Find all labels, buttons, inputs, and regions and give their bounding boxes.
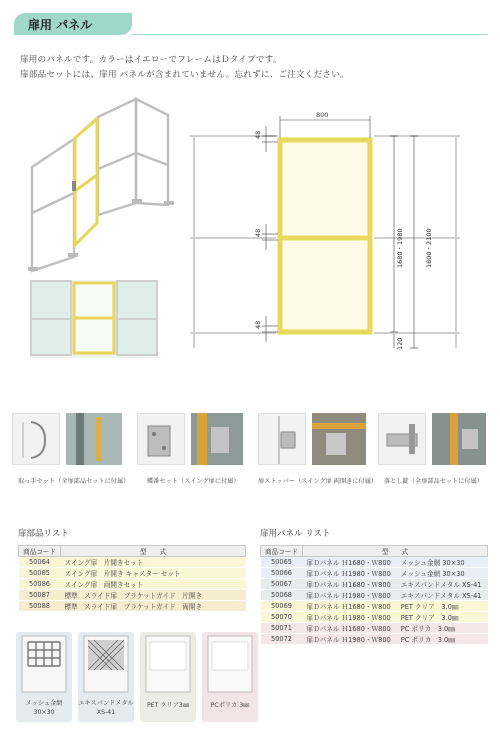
dim-width: 800 bbox=[316, 111, 329, 119]
row-code: 50066 bbox=[261, 568, 303, 579]
row-spec: PET クリア 3.0㎜ bbox=[397, 601, 488, 612]
dim-panel-heights: 1680・1980 bbox=[396, 228, 404, 268]
panel-list-table bbox=[260, 545, 488, 645]
dim-top-offset: 48 bbox=[254, 130, 262, 139]
parts-list-table bbox=[18, 545, 246, 612]
table-row bbox=[261, 568, 488, 579]
dim-mid-offset: 48 bbox=[254, 228, 262, 237]
hinge-set-photo bbox=[191, 413, 243, 465]
row-spec: PET クリア 3.0㎜ bbox=[397, 612, 488, 623]
row-name: 扉Ｄパネル Ｈ1980・Ｗ800 bbox=[303, 590, 397, 601]
row-name: スイング扉 片開き キャスター セット bbox=[61, 568, 246, 579]
caption-hinge-set: 蝶番セット（スイング扉に付属） bbox=[147, 478, 240, 485]
hinge-set-drawing bbox=[137, 413, 185, 465]
row-spec: メッシュ金網 30×30 bbox=[397, 557, 488, 568]
col-type-header: 型 式 bbox=[61, 546, 246, 557]
sample-pet-clear-label: PET クリア3㎜ bbox=[146, 702, 190, 709]
row-name: 扉Ｄパネル Ｈ1680・Ｗ800 bbox=[303, 623, 397, 634]
dim-floor-gap: 120 bbox=[396, 337, 404, 350]
table-row bbox=[261, 612, 488, 623]
sample-mesh-label: メッシュ金網 bbox=[25, 700, 63, 707]
sample-mesh bbox=[16, 632, 72, 722]
row-code: 50071 bbox=[261, 623, 303, 634]
fence-perspective-illustration bbox=[28, 95, 178, 275]
handle-set-photo bbox=[66, 413, 122, 465]
table-row bbox=[261, 557, 488, 568]
intro-line-2: 扉部品セットには、扉用 パネルが含まれていません。忘れずに、ご注文ください。 bbox=[20, 70, 349, 80]
panel-list-title: 扉用パネル リスト bbox=[260, 529, 331, 539]
row-spec: PC ポリカ 3.0㎜ bbox=[397, 623, 488, 634]
dim-bottom-offset: 48 bbox=[254, 320, 262, 329]
col-code-header: 商品コード bbox=[19, 546, 61, 557]
row-code: 50085 bbox=[19, 568, 61, 579]
sample-mesh-spec: 30×30 bbox=[33, 709, 55, 716]
col-code-header: 商品コード bbox=[261, 546, 303, 557]
fence-front-illustration bbox=[30, 280, 158, 358]
intro-line-1: 扉用のパネルです。カラーはイエローでフレームはＤタイプです。 bbox=[20, 55, 282, 65]
table-row bbox=[19, 568, 246, 579]
caption-drop-latch: 落とし錠（全扉部品セットに付属） bbox=[384, 478, 483, 485]
table-row bbox=[19, 590, 246, 601]
drop-latch-photo bbox=[432, 413, 486, 465]
table-header-row bbox=[261, 546, 488, 557]
row-name: 扉Ｄパネル Ｈ1680・Ｗ800 bbox=[303, 579, 397, 590]
table-row bbox=[261, 634, 488, 645]
row-code: 50069 bbox=[261, 601, 303, 612]
table-row bbox=[261, 590, 488, 601]
handle-set-drawing bbox=[12, 413, 60, 465]
row-name: 扉Ｄパネル Ｈ1980・Ｗ800 bbox=[303, 634, 397, 645]
row-code: 50064 bbox=[19, 557, 61, 568]
sample-expanded-metal bbox=[78, 632, 134, 722]
sample-pc-polycarbonate-label: PCポリカ 3㎜ bbox=[210, 702, 250, 709]
door-stopper-drawing bbox=[258, 413, 306, 465]
row-code: 50067 bbox=[261, 579, 303, 590]
row-spec: メッシュ金網 30×30 bbox=[397, 568, 488, 579]
row-code: 50070 bbox=[261, 612, 303, 623]
caption-handle-set: 取っ手セット（全扉部品セットに付属） bbox=[18, 478, 130, 485]
row-name: 標準 スライド扉 ブラケットガイド 片開き bbox=[61, 590, 246, 601]
row-code: 50072 bbox=[261, 634, 303, 645]
row-spec: エキスパンドメタル XS-41 bbox=[397, 590, 488, 601]
row-name: 扉Ｄパネル Ｈ1680・Ｗ800 bbox=[303, 557, 397, 568]
section-title-tab bbox=[14, 13, 132, 35]
table-row bbox=[19, 601, 246, 612]
row-name: 扉Ｄパネル Ｈ1680・Ｗ800 bbox=[303, 601, 397, 612]
sample-expanded-metal-spec: XS-41 bbox=[96, 709, 116, 716]
table-row bbox=[261, 601, 488, 612]
row-spec: PC ポリカ 3.0㎜ bbox=[397, 634, 488, 645]
sample-pet-clear bbox=[140, 632, 196, 722]
row-code: 50086 bbox=[19, 579, 61, 590]
col-type-header: 型 式 bbox=[303, 546, 488, 557]
section-title: 扉用 パネル bbox=[28, 18, 93, 32]
row-name: スイング扉 片開きセット bbox=[61, 557, 246, 568]
drop-latch-drawing bbox=[378, 413, 426, 465]
parts-list-title: 扉部品リスト bbox=[18, 529, 69, 539]
table-row bbox=[261, 579, 488, 590]
row-code: 50068 bbox=[261, 590, 303, 601]
dimension-drawing bbox=[190, 108, 480, 358]
sample-expanded-metal-label: エキスパンドメタル bbox=[78, 700, 134, 707]
row-code: 50088 bbox=[19, 601, 61, 612]
sample-pc-polycarbonate bbox=[202, 632, 258, 722]
dim-frame-heights: 1800・2100 bbox=[425, 228, 433, 268]
row-code: 50065 bbox=[261, 557, 303, 568]
table-row bbox=[19, 579, 246, 590]
row-code: 50087 bbox=[19, 590, 61, 601]
row-name: スイング扉 両開きセット bbox=[61, 579, 246, 590]
caption-door-stopper: 扉ストッパー（スイング扉 両開きに付属） bbox=[258, 478, 378, 485]
table-row bbox=[19, 557, 246, 568]
table-header-row bbox=[19, 546, 246, 557]
row-name: 扉Ｄパネル Ｈ1980・Ｗ800 bbox=[303, 568, 397, 579]
door-stopper-photo bbox=[312, 413, 366, 465]
row-name: 標準 スライド扉 ブラケットガイド 両開き bbox=[61, 601, 246, 612]
table-row bbox=[261, 623, 488, 634]
title-underline bbox=[132, 34, 488, 35]
row-name: 扉Ｄパネル Ｈ1980・Ｗ800 bbox=[303, 612, 397, 623]
row-spec: エキスパンドメタル XS-41 bbox=[397, 579, 488, 590]
